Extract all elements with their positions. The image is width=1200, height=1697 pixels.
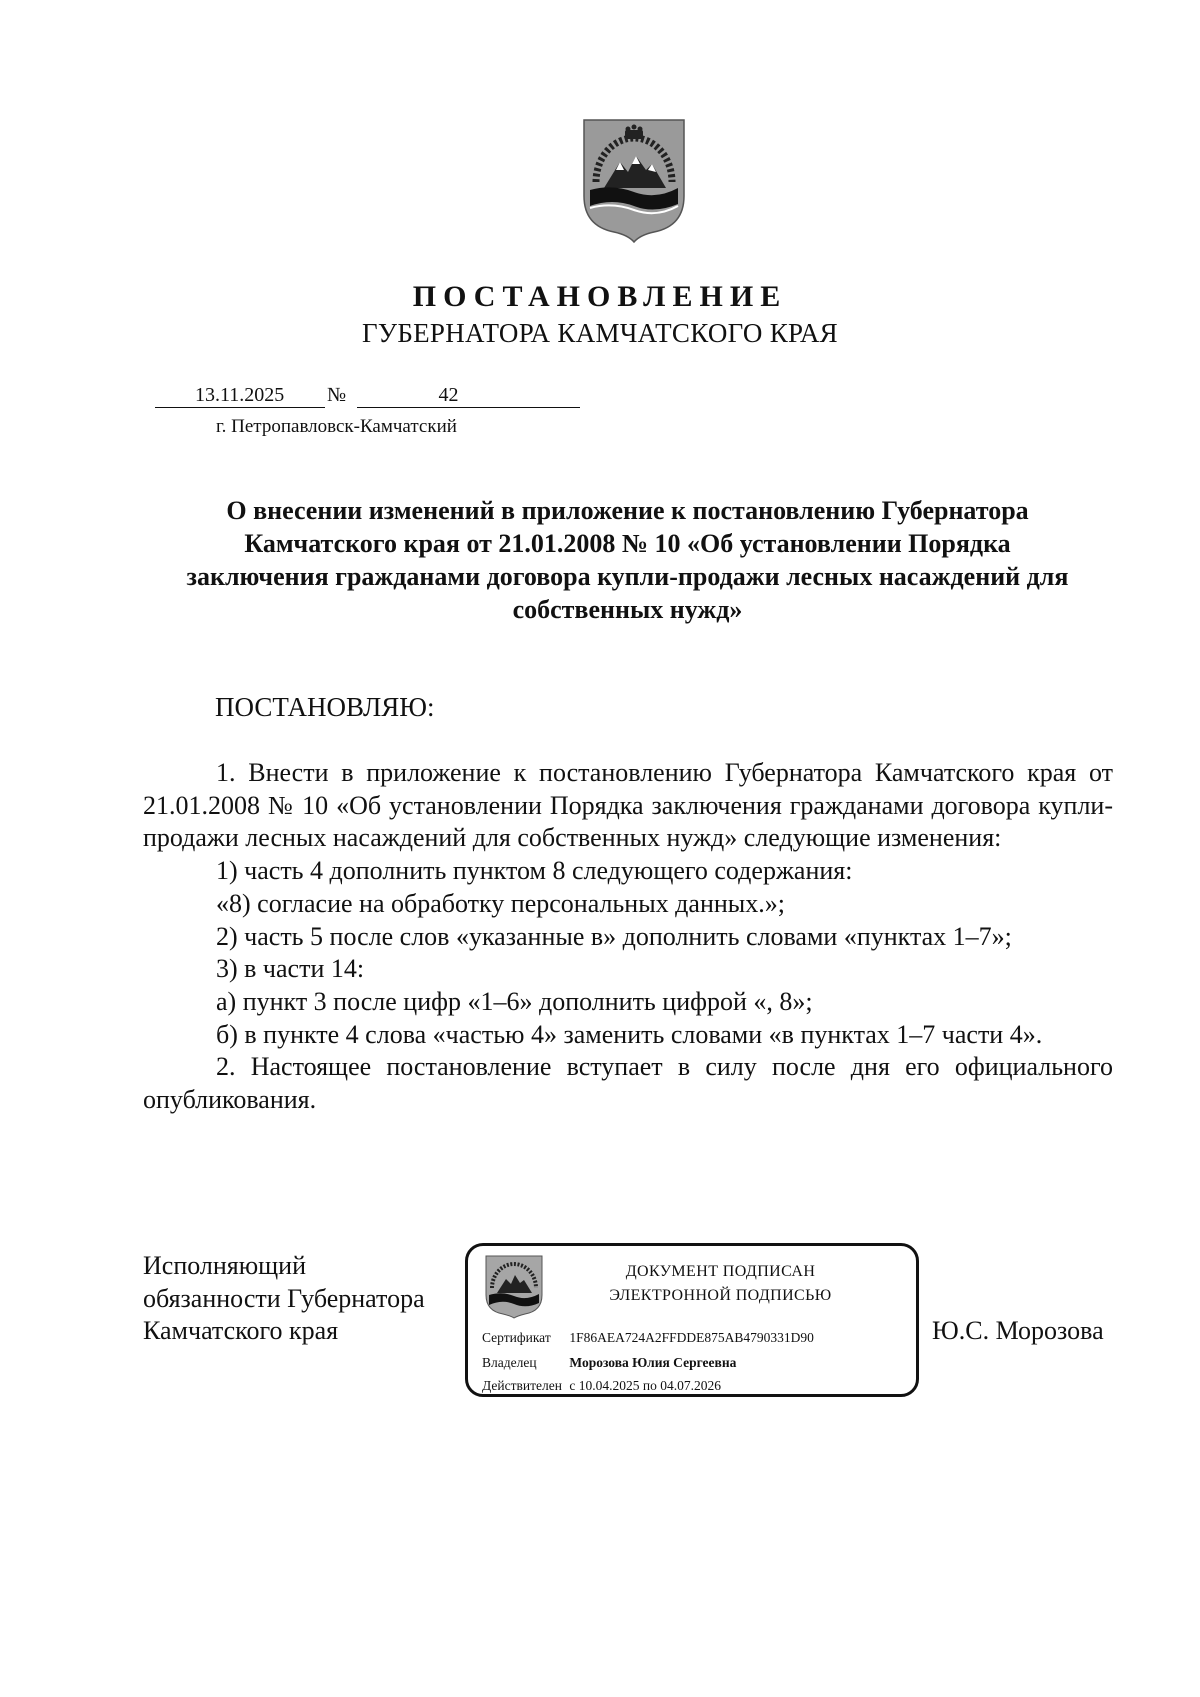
date-field — [155, 383, 325, 408]
decree-word: ПОСТАНОВЛЯЮ: — [215, 692, 435, 722]
document-heading — [140, 494, 1115, 626]
subpoint-1: 1) часть 4 дополнить пунктом 8 следующего содержания: — [216, 856, 853, 886]
document-date: 13.11.2025 — [195, 384, 285, 406]
point-1: 1. Внести в приложение к постановлению Губернатора Камчатского края от 21.01.2008 № 10 «Об установлении Порядка заключения гражданами договора купли-продажи лесных насаждений для собственных нужд» следующие изменения: — [143, 758, 1113, 853]
stamp-heading-line: ЭЛЕКТРОННОЙ ПОДПИСЬЮ — [609, 1287, 832, 1304]
signatory-position — [143, 1250, 425, 1348]
subpoint-3a: а) пункт 3 после цифр «1–6» дополнить цифрой «, 8»; — [216, 986, 813, 1016]
stamp-emblem-icon — [485, 1255, 543, 1319]
document-number: 42 — [438, 384, 459, 406]
owner-value: Морозова Юлия Сергеевна — [569, 1355, 737, 1370]
validity-value: с 10.04.2025 по 04.07.2026 — [569, 1378, 721, 1393]
point-2: 2. Настоящее постановление вступает в силу после дня его официального опубликования. — [143, 1052, 1113, 1115]
registration-line — [155, 383, 580, 409]
subpoint-1-text: «8) согласие на обработку персональных данных.»; — [216, 888, 785, 918]
position-line: Исполняющий — [143, 1251, 307, 1280]
position-line: обязанности Губернатора — [143, 1283, 425, 1313]
owner-row — [482, 1355, 736, 1371]
city: г. Петропавловск-Камчатский — [216, 416, 457, 437]
validity-row — [482, 1378, 721, 1394]
signatory-name: Ю.С. Морозова — [932, 1316, 1104, 1345]
validity-label: Действителен — [482, 1378, 562, 1393]
certificate-label: Сертификат — [482, 1330, 551, 1345]
number-sign: № — [327, 384, 347, 406]
heading-line: собственных нужд» — [512, 595, 743, 624]
certificate-row — [482, 1330, 814, 1346]
heading-line: заключения гражданами договора купли-продажи лесных насаждений для — [186, 562, 1069, 591]
heading-line: О внесении изменений в приложение к постановлению Губернатора — [226, 496, 1029, 525]
number-field — [357, 383, 580, 408]
subpoint-3b: б) в пункте 4 слова «частью 4» заменить словами «в пунктах 1–7 части 4». — [216, 1019, 1043, 1049]
issuer-subtitle: ГУБЕРНАТОРА КАМЧАТСКОГО КРАЯ — [362, 318, 838, 348]
certificate-value: 1F86AEA724A2FFDDE875AB4790331D90 — [569, 1330, 814, 1345]
electronic-signature-stamp — [465, 1243, 919, 1397]
subpoint-3: 3) в части 14: — [216, 954, 365, 984]
document-type-title: ПОСТАНОВЛЕНИЕ — [412, 280, 788, 313]
coat-of-arms-emblem — [582, 118, 686, 244]
stamp-heading-line: ДОКУМЕНТ ПОДПИСАН — [625, 1263, 816, 1280]
subpoint-2: 2) часть 5 после слов «указанные в» дополнить словами «пунктах 1–7»; — [216, 921, 1012, 951]
owner-label: Владелец — [482, 1355, 537, 1370]
document-body — [143, 757, 1113, 1117]
heading-line: Камчатского края от 21.01.2008 № 10 «Об установлении Порядка — [244, 529, 1011, 558]
position-line: Камчатского края — [143, 1316, 339, 1345]
